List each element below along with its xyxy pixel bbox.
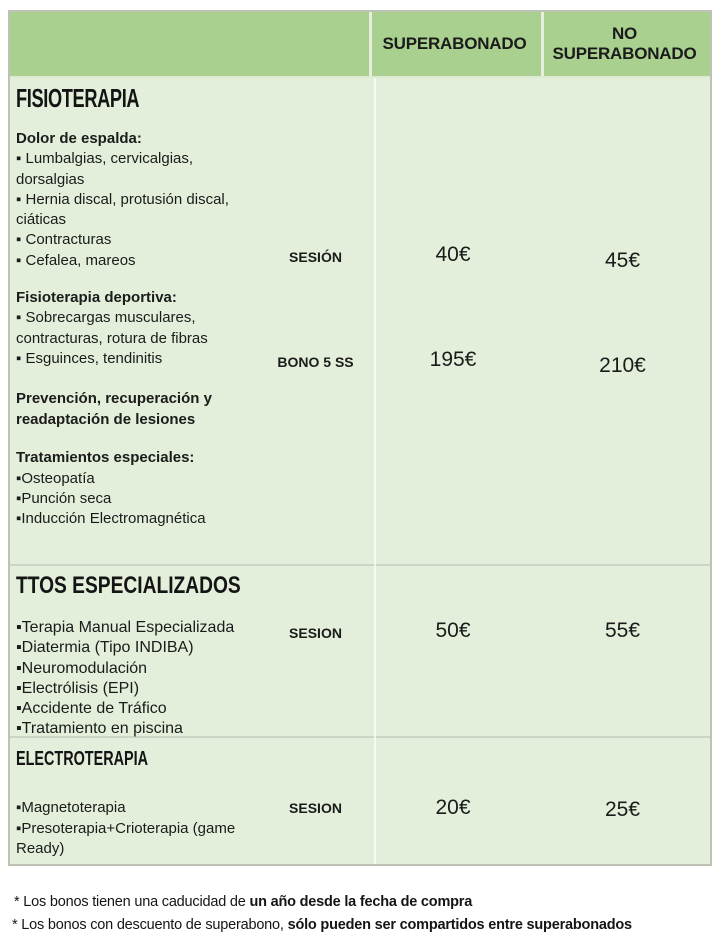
treatment-item: ▪Electrólisis (EPI) (16, 679, 140, 697)
treatment-item: ▪ Cefalea, mareos (16, 251, 136, 269)
footnote-bonos-caducidad (14, 894, 472, 911)
group-heading-tratamientos-especiales: Tratamientos especiales: (16, 449, 195, 467)
price-sesion-no-superabonado: 45€ (604, 249, 641, 272)
header-superabonado: SUPERABONADO (369, 12, 537, 76)
treatment-item: ▪Magnetoterapia (16, 799, 126, 816)
section-title-ttos: TTOS ESPECIALIZADOS (16, 572, 241, 599)
treatment-item: ▪Accidente de Tráfico (16, 700, 167, 718)
footnote-text: * Los bonos tienen una caducidad de (14, 894, 250, 910)
price-electro-no-superabonado: 25€ (604, 798, 641, 821)
treatment-item: ▪Presoterapia+Crioterapia (game Ready) (16, 819, 236, 857)
price-bono-no-superabonado: 210€ (599, 354, 646, 377)
header-empty-cell (10, 12, 375, 76)
footnote-bonos-compartidos (12, 917, 632, 934)
treatment-item: ▪ Hernia discal, protusión discal, ciáticas (16, 190, 229, 229)
table-header-row (10, 12, 710, 78)
price-electro-superabonado: 20€ (435, 796, 471, 819)
price-bono-superabonado: 195€ (429, 348, 477, 371)
ttos-item-list (16, 618, 268, 740)
group-heading-fisioterapia-deportiva: Fisioterapia deportiva: (16, 289, 177, 307)
electroterapia-item-list (16, 798, 254, 860)
treatment-item: ▪ Lumbalgias, cervicalgias, dorsalgias (16, 150, 194, 188)
pricing-table (8, 10, 712, 866)
group-heading-prevencion: Prevención, recuperación y readaptación de lesiones (16, 390, 212, 429)
section-ttos-especializados (10, 564, 710, 736)
price-ttos-superabonado: 50€ (435, 619, 471, 642)
section-title-fisioterapia: FISIOTERAPIA (16, 83, 140, 113)
row-label-sesion: SESION (289, 625, 342, 641)
price-sesion-superabonado: 40€ (435, 243, 471, 266)
footnote-bold-text: un año desde la fecha de compra (249, 894, 473, 910)
section-fisioterapia (10, 78, 710, 564)
treatment-item: ▪ Esguinces, tendinitis (16, 349, 163, 367)
group-heading-dolor-espalda: Dolor de espalda: (16, 130, 142, 147)
treatment-item: ▪ Sobrecargas musculares, contracturas, rotura de fibras (16, 309, 208, 347)
fisioterapia-description (16, 78, 262, 529)
treatment-item: ▪Osteopatía (16, 469, 95, 487)
ttos-description (16, 566, 268, 740)
treatment-item: ▪Punción seca (16, 489, 112, 507)
treatment-item: ▪Terapia Manual Especializada (16, 619, 235, 636)
section-title-electroterapia: ELECTROTERAPIA (16, 748, 149, 770)
section-electroterapia (10, 736, 710, 868)
row-label-sesion: SESIÓN (289, 249, 342, 265)
treatment-item: ▪Inducción Electromagnética (16, 510, 206, 528)
column-divider (374, 78, 376, 864)
electroterapia-description (16, 738, 262, 860)
row-label-bono-5-ss: BONO 5 SS (277, 354, 354, 370)
treatment-item: ▪Tratamiento en piscina (16, 720, 183, 738)
treatment-item: ▪ Contracturas (16, 231, 112, 249)
header-no-superabonado: NO SUPERABONADO (541, 12, 705, 76)
treatment-item: ▪Diatermia (Tipo INDIBA) (16, 639, 194, 657)
footnote-bold-text: sólo pueden ser compartidos entre superabonados (287, 917, 632, 933)
price-ttos-no-superabonado: 55€ (604, 619, 641, 642)
footnote-text: * Los bonos con descuento de superabono, (12, 917, 288, 933)
treatment-item: ▪Neuromodulación (16, 659, 148, 677)
row-label-sesion: SESION (289, 800, 342, 816)
